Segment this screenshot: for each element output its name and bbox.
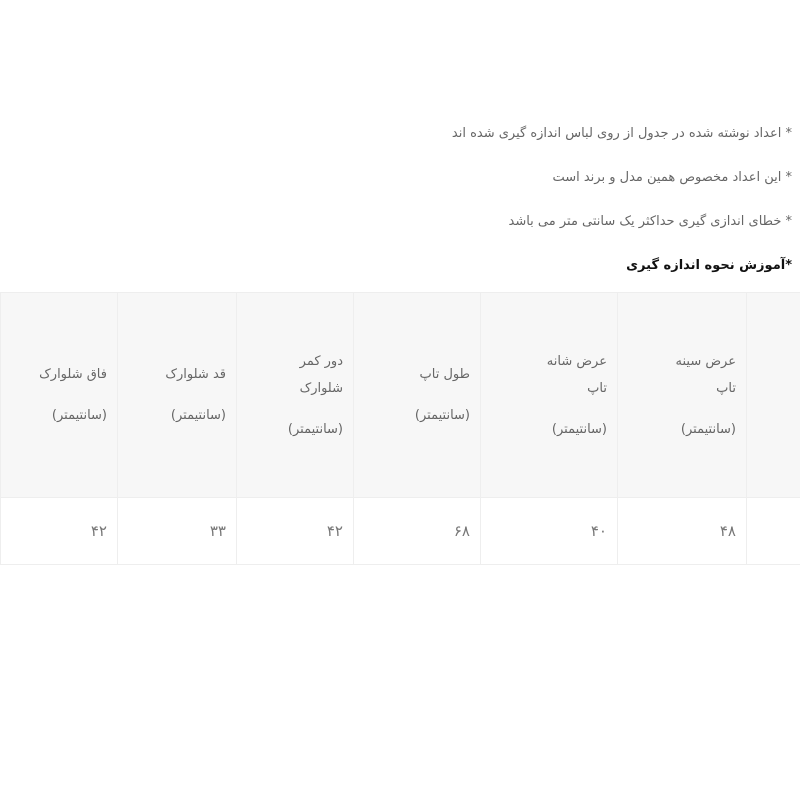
header-unit: (سانتیمتر): [551, 421, 607, 437]
header-label: عرض سینه: [675, 353, 736, 369]
cell-shorts-waist: ۴۲: [237, 498, 354, 565]
cell-shorts-length: ۳۳: [118, 498, 237, 565]
header-size: [747, 293, 800, 498]
header-unit: (سانتیمتر): [414, 408, 470, 423]
header-label: دور کمر: [299, 353, 343, 369]
header-unit: (سانتیمتر): [680, 421, 736, 437]
note-measurement-error: * خطای اندازی گیری حداکثر یک سانتی متر می باشد: [508, 214, 792, 229]
cell-shorts-rise: ۴۲: [1, 498, 118, 565]
size-notes: [0, 120, 792, 280]
table-row: [1, 498, 800, 565]
header-top-shoulder-width: [481, 293, 618, 498]
header-label-line2: شلوارک: [299, 380, 343, 396]
header-unit: (سانتیمتر): [51, 408, 107, 423]
cell-top-shoulder-width: ۴۰: [481, 498, 618, 565]
header-label: فاق شلوارک: [39, 367, 107, 382]
header-shorts-waist: [237, 293, 354, 498]
cell-size: [747, 498, 800, 565]
header-shorts-length: [118, 293, 237, 498]
note-measured-from-garment: * اعداد نوشته شده در جدول از روی لباس اندازه گیری شده اند: [451, 126, 792, 141]
cell-top-chest-width: ۴۸: [618, 498, 747, 565]
measurement-guide-heading: *آموزش نحوه اندازه گیری: [626, 258, 792, 273]
header-label-line2: تاپ: [716, 380, 736, 396]
header-shorts-rise: [1, 293, 118, 498]
header-top-chest-width: [618, 293, 747, 498]
header-label-line2: تاپ: [587, 380, 607, 396]
header-size-label: [757, 382, 800, 409]
header-label: عرض شانه: [546, 353, 607, 369]
header-unit: (سانتیمتر): [170, 408, 226, 423]
header-label: طول تاپ: [419, 367, 470, 382]
note-model-brand-specific: * این اعداد مخصوص همین مدل و برند است: [552, 170, 792, 185]
size-chart-table: [0, 292, 800, 565]
header-top-length: [354, 293, 481, 498]
header-unit: (سانتیمتر): [287, 421, 343, 437]
table-header-row: [1, 293, 800, 498]
cell-top-length: ۶۸: [354, 498, 481, 565]
header-label: قد شلوارک: [165, 367, 226, 382]
